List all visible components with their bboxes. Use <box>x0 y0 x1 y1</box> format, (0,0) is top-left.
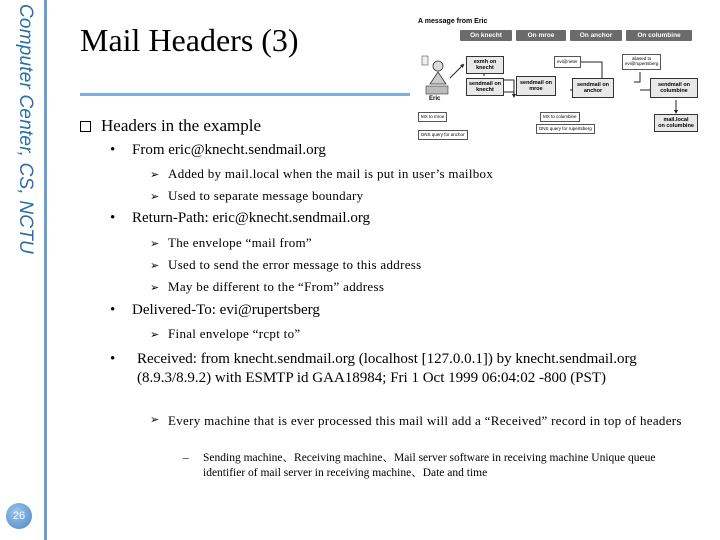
note-dns-anchor: DNS query for anchor <box>418 130 468 140</box>
note-aliased: aliased to evi@rupertsberg <box>622 54 661 70</box>
vertical-title-text: Computer Center, CS, NCTU <box>15 4 36 254</box>
list-item <box>110 350 690 410</box>
sub-list-item <box>150 279 384 295</box>
list-item-text: From eric@knecht.sendmail.org <box>132 142 326 158</box>
checkbox-bullet-icon <box>80 121 91 132</box>
sub-list-item-text: Final envelope “rcpt to” <box>168 326 301 341</box>
list-item <box>110 210 370 227</box>
arrow-bullet-icon: ➢ <box>150 238 160 250</box>
list-item <box>110 302 320 319</box>
note-mx-mroe: MX to mroe <box>418 112 447 122</box>
bullet-dot-icon: • <box>110 210 116 226</box>
section-heading-text: Headers in the example <box>101 116 262 135</box>
sub-list-item <box>150 235 312 251</box>
slide-title: Mail Headers (3) <box>80 22 299 58</box>
note-dns-rupertsberg: DNS query for rupertsberg <box>536 124 595 134</box>
sidebar <box>0 0 44 540</box>
box-exmh-knecht: exmh on knecht <box>466 56 504 74</box>
sub-list-item-text: The envelope “mail from” <box>168 235 312 250</box>
arrow-bullet-icon: ➢ <box>150 260 160 272</box>
arrow-bullet-icon: ➢ <box>150 282 160 294</box>
sub-list-item-text: Used to send the error message to this address <box>168 257 422 272</box>
list-item <box>110 142 326 159</box>
arrow-bullet-icon: ➢ <box>150 169 160 181</box>
section-heading <box>80 116 261 136</box>
column-header-columbine: On columbine <box>626 30 692 41</box>
dash-bullet-icon: – <box>183 452 189 464</box>
sub-list-item <box>150 188 363 204</box>
eric-label: Eric <box>429 96 441 102</box>
page-number-badge: 26 <box>6 503 32 529</box>
list-item-text: Return-Path: eric@knecht.sendmail.org <box>132 210 371 226</box>
box-sendmail-anchor: sendmail on anchor <box>572 78 614 98</box>
sub-sub-list-item-text: Sending machine、Receiving machine、Mail server software in receiving machine Unique queue identifier of mail server in receiving machine、Date and time <box>203 452 656 479</box>
sub-list-item-text: Added by mail.local when the mail is put in user’s mailbox <box>168 166 494 181</box>
sub-list-item <box>150 412 710 448</box>
bullet-dot-icon: • <box>110 351 116 367</box>
figure-caption: A message from Eric <box>418 18 488 25</box>
mail-routing-figure <box>414 16 708 142</box>
title-underline <box>80 93 410 96</box>
column-header-knecht: On knecht <box>460 30 512 41</box>
sub-list-item <box>150 257 422 273</box>
box-mail-local-columbine: mail.local on columbine <box>654 114 698 132</box>
arrow-bullet-icon: ➢ <box>150 414 160 426</box>
sub-sub-list-item <box>183 451 703 483</box>
column-header-mroe: On mroe <box>516 30 566 41</box>
sidebar-divider <box>44 0 47 540</box>
arrow-bullet-icon: ➢ <box>150 329 160 341</box>
box-sendmail-mroe: sendmail on mroe <box>516 76 556 96</box>
sub-list-item-text: Used to separate message boundary <box>168 188 364 203</box>
bullet-dot-icon: • <box>110 142 116 158</box>
list-item-text: Received: from knecht.sendmail.org (localhost [127.0.0.1]) by knecht.sendmail.org (8.9.3/8.9.2) with ESMTP id GAA18984; Fri 1 Oct 1999 06:04:02 -800 (PST) <box>137 351 637 386</box>
list-item-text: Delivered-To: evi@rupertsberg <box>132 302 320 318</box>
column-header-anchor: On anchor <box>570 30 622 41</box>
vertical-title <box>2 4 36 328</box>
arrow-bullet-icon: ➢ <box>150 191 160 203</box>
box-sendmail-knecht: sendmail on knecht <box>466 78 504 96</box>
eric-figure-icon <box>422 56 448 94</box>
sub-list-item <box>150 166 493 182</box>
sub-list-item-text: May be different to the “From” address <box>168 279 385 294</box>
bullet-dot-icon: • <box>110 302 116 318</box>
sub-list-item-text: Every machine that is ever processed this mail will add a “Received” record in top of headers <box>168 413 682 428</box>
box-sendmail-columbine: sendmail on columbine <box>650 78 698 98</box>
sub-list-item <box>150 326 300 342</box>
note-evi-rieter: evi@rieter <box>554 56 581 68</box>
note-mx-columbine: MX to columbine <box>540 112 580 122</box>
